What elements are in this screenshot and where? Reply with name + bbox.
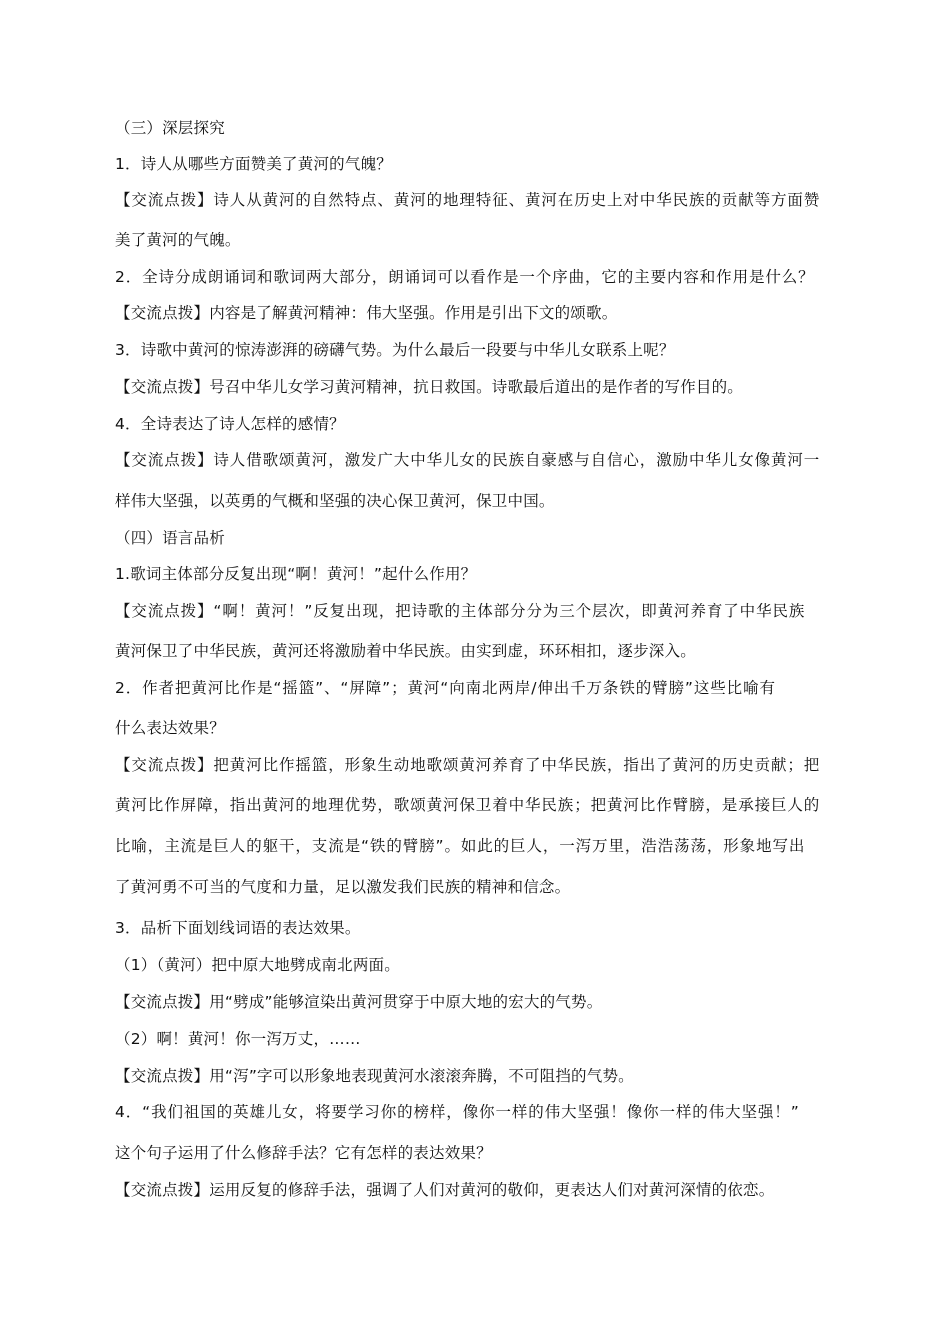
section-heading-4: （四）语言品析	[115, 529, 225, 547]
language-question-2-line-1: 2．作者把黄河比作是“摇篮”、“屏障”；黄河“向南北两岸/伸出千万条铁的臂膀”这些比喻有	[115, 679, 776, 697]
subquestion-2: （2）啊！黄河！你一泻万丈，……	[115, 1030, 361, 1048]
language-question-2-line-2: 什么表达效果？	[115, 719, 225, 737]
answer-1-line-1: 【交流点拨】诗人从黄河的自然特点、黄河的地理特征、黄河在历史上对中华民族的贡献等方面赞	[115, 191, 821, 209]
language-question-3: 3．品析下面划线词语的表达效果。	[115, 919, 361, 937]
question-2: 2．全诗分成朗诵词和歌词两大部分，朗诵词可以看作是一个序曲，它的主要内容和作用是什么？	[115, 268, 815, 286]
answer-2: 【交流点拨】内容是了解黄河精神：伟大坚强。作用是引出下文的颂歌。	[115, 304, 618, 322]
language-answer-2-line-3: 比喻，主流是巨人的躯干，支流是“铁的臂膀”。如此的巨人，一泻万里，浩浩荡荡，形象地写出	[115, 837, 806, 855]
language-answer-1-line-2: 黄河保卫了中华民族，黄河还将激励着中华民族。由实到虚，环环相扣，逐步深入。	[115, 642, 696, 660]
question-3: 3．诗歌中黄河的惊涛澎湃的磅礴气势。为什么最后一段要与中华儿女联系上呢？	[115, 341, 675, 359]
answer-3: 【交流点拨】号召中华儿女学习黄河精神，抗日救国。诗歌最后道出的是作者的写作目的。	[115, 378, 744, 396]
language-answer-4: 【交流点拨】运用反复的修辞手法，强调了人们对黄河的敬仰，更表达人们对黄河深情的依恋。	[115, 1181, 775, 1199]
language-answer-1-line-1: 【交流点拨】“啊！黄河！”反复出现，把诗歌的主体部分分为三个层次，即黄河养育了中华民族	[115, 602, 806, 620]
answer-4-line-2: 样伟大坚强，以英勇的气概和坚强的决心保卫黄河，保卫中国。	[115, 492, 555, 510]
language-question-4-line-2: 这个句子运用了什么修辞手法？它有怎样的表达效果？	[115, 1144, 492, 1162]
question-4: 4．全诗表达了诗人怎样的感情？	[115, 415, 345, 433]
answer-1-line-2: 美了黄河的气魄。	[115, 231, 241, 249]
subquestion-1: （1）（黄河）把中原大地劈成南北两面。	[115, 956, 400, 974]
language-answer-2-line-4: 了黄河勇不可当的气度和力量，足以激发我们民族的精神和信念。	[115, 878, 571, 896]
subanswer-2: 【交流点拨】用“泻”字可以形象地表现黄河水滚滚奔腾，不可阻挡的气势。	[115, 1067, 634, 1085]
language-answer-2-line-1: 【交流点拨】把黄河比作摇篮，形象生动地歌颂黄河养育了中华民族，指出了黄河的历史贡献；把	[115, 756, 821, 774]
question-1: 1．诗人从哪些方面赞美了黄河的气魄？	[115, 155, 392, 173]
language-question-4-line-1: 4．“我们祖国的英雄儿女，将要学习你的榜样，像你一样的伟大坚强！像你一样的伟大坚强！”	[115, 1103, 800, 1121]
subanswer-1: 【交流点拨】用“劈成”能够渲染出黄河贯穿于中原大地的宏大的气势。	[115, 993, 603, 1011]
answer-4-line-1: 【交流点拨】诗人借歌颂黄河，激发广大中华儿女的民族自豪感与自信心，激励中华儿女像黄河一	[115, 451, 821, 469]
section-heading-3: （三）深层探究	[115, 119, 225, 137]
language-question-1: 1.歌词主体部分反复出现“啊！黄河！”起什么作用？	[115, 565, 477, 583]
language-answer-2-line-2: 黄河比作屏障，指出黄河的地理优势，歌颂黄河保卫着中华民族；把黄河比作臂膀，是承接巨人的	[115, 796, 821, 814]
